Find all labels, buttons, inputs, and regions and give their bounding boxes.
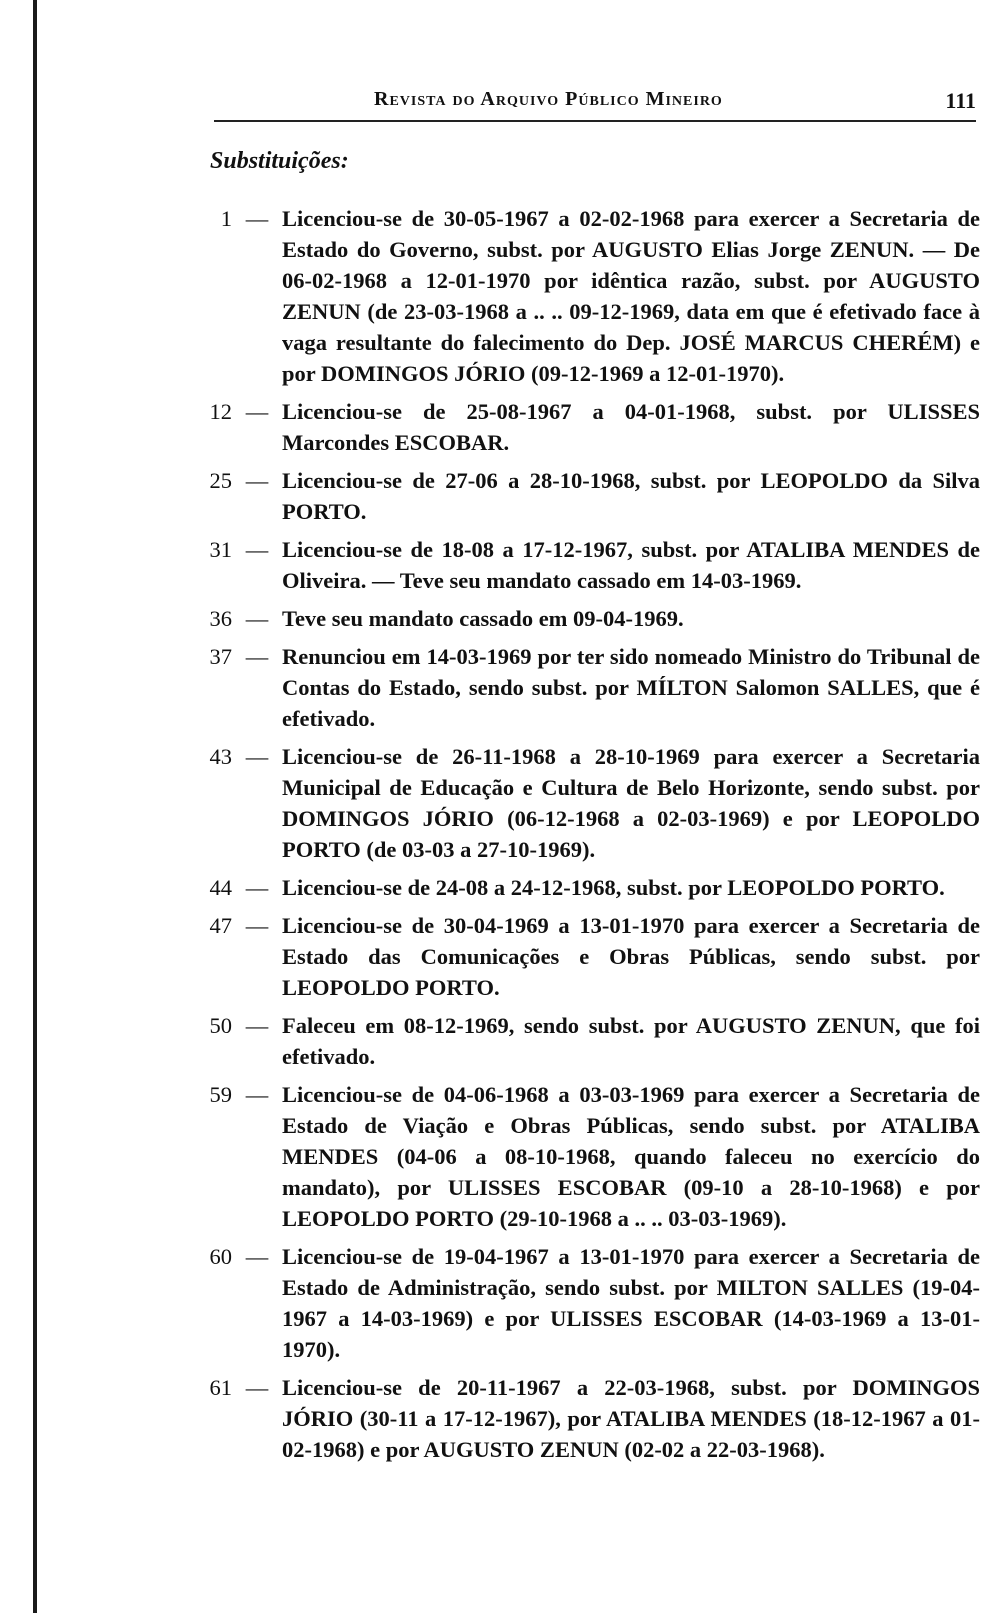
entry-number: 43: [209, 744, 232, 769]
entry-number: 50: [209, 1013, 232, 1038]
list-item: [190, 396, 980, 458]
entry-text: Renunciou em 14-03-1969 por ter sido nomeado Ministro do Tribunal de Contas do Estado, sendo subst. por MÍLTON Salomon SALLES, que é efetivado.: [282, 644, 980, 731]
entry-dash: —: [245, 606, 269, 631]
entry-text: Licenciou-se de 26-11-1968 a 28-10-1969 para exercer a Secretaria Municipal de Educação e Cultura de Belo Horizonte, sendo subst. por DOMINGOS JÓRIO (06-12-1968 a 02-03-1969) e por LEOPOLDO PORTO (de 03-03 a 27-10-1969).: [282, 744, 980, 862]
entry-text: Faleceu em 08-12-1969, sendo subst. por AUGUSTO ZENUN, que foi efetivado.: [282, 1013, 980, 1069]
entry-number: 12: [209, 399, 232, 424]
entry-text: Licenciou-se de 24-08 a 24-12-1968, subst. por LEOPOLDO PORTO.: [282, 875, 945, 900]
entry-dash: —: [245, 1013, 269, 1038]
entry-dash: —: [245, 875, 269, 900]
header-rule: [214, 120, 976, 122]
list-item: [190, 1010, 980, 1072]
entry-number: 25: [209, 468, 232, 493]
entry-text: Licenciou-se de 30-04-1969 a 13-01-1970 para exercer a Secretaria de Estado das Comunicações e Obras Públicas, sendo subst. por LEOPOLDO PORTO.: [282, 913, 980, 1000]
list-item: [190, 741, 980, 865]
entry-number: 44: [209, 875, 232, 900]
list-item: [190, 872, 980, 903]
entry-dash: —: [245, 468, 269, 493]
entry-number: 60: [209, 1244, 232, 1269]
entry-text: Licenciou-se de 30-05-1967 a 02-02-1968 para exercer a Secretaria de Estado do Governo, subst. por AUGUSTO Elias Jorge ZENUN. — De 06-02-1968 a 12-01-1970 por idêntica razão, subst. por AUGUSTO ZENUN (de 23-03-1968 a .. .. 09-12-1969, data em que é efetivado face à vaga resultante do falecimento do Dep. JOSÉ MARCUS CHERÉM) e por DOMINGOS JÓRIO (09-12-1969 a 12-01-1970).: [282, 206, 980, 386]
entry-text: Licenciou-se de 20-11-1967 a 22-03-1968, subst. por DOMINGOS JÓRIO (30-11 a 17-12-1967), por ATALIBA MENDES (18-12-1967 a 01-02-1968) e por AUGUSTO ZENUN (02-02 a 22-03-1968).: [282, 1375, 980, 1462]
entry-text: Teve seu mandato cassado em 09-04-1969.: [282, 606, 684, 631]
list-item: [190, 641, 980, 734]
entry-dash: —: [245, 206, 269, 231]
entry-number: 47: [209, 913, 232, 938]
list-item: [190, 910, 980, 1003]
entry-number: 36: [209, 606, 232, 631]
entry-dash: —: [245, 537, 269, 562]
entry-dash: —: [245, 1244, 269, 1269]
entry-dash: —: [245, 644, 269, 669]
entry-text: Licenciou-se de 18-08 a 17-12-1967, subst. por ATALIBA MENDES de Oliveira. — Teve seu mandato cassado em 14-03-1969.: [282, 537, 980, 593]
list-item: [190, 1241, 980, 1365]
list-item: [190, 534, 980, 596]
list-item: [190, 465, 980, 527]
entry-dash: —: [245, 1082, 269, 1107]
entry-number: 59: [209, 1082, 232, 1107]
list-item: [190, 1372, 980, 1465]
journal-title: Revista do Arquivo Público Mineiro: [374, 88, 723, 110]
page-number: 111: [945, 88, 976, 113]
entry-number: 1: [220, 206, 232, 231]
entry-dash: —: [245, 1375, 269, 1400]
running-head: [214, 84, 976, 124]
entry-text: Licenciou-se de 04-06-1968 a 03-03-1969 para exercer a Secretaria de Estado de Viação e Obras Públicas, sendo subst. por ATALIBA MENDES (04-06 a 08-10-1968, quando faleceu no exercício do mandato), por ULISSES ESCOBAR (09-10 a 28-10-1968) e por LEOPOLDO PORTO (29-10-1968 a .. .. 03-03-1969).: [282, 1082, 980, 1231]
entry-text: Licenciou-se de 27-06 a 28-10-1968, subst. por LEOPOLDO da Silva PORTO.: [282, 468, 980, 524]
list-item: [190, 603, 980, 634]
entry-number: 37: [209, 644, 232, 669]
entry-dash: —: [245, 913, 269, 938]
substitution-list: [190, 203, 980, 1472]
binding-edge-rule: [33, 0, 37, 1613]
entry-text: Licenciou-se de 25-08-1967 a 04-01-1968, subst. por ULISSES Marcondes ESCOBAR.: [282, 399, 980, 455]
entry-number: 61: [209, 1375, 232, 1400]
list-item: [190, 203, 980, 389]
entry-number: 31: [209, 537, 232, 562]
entry-text: Licenciou-se de 19-04-1967 a 13-01-1970 para exercer a Secretaria de Estado de Administração, sendo subst. por MILTON SALLES (19-04-1967 a 14-03-1969) e por ULISSES ESCOBAR (14-03-1969 a 13-01-1970).: [282, 1244, 980, 1362]
entry-dash: —: [245, 744, 269, 769]
entry-dash: —: [245, 399, 269, 424]
section-heading: Substituições:: [210, 148, 349, 174]
list-item: [190, 1079, 980, 1234]
